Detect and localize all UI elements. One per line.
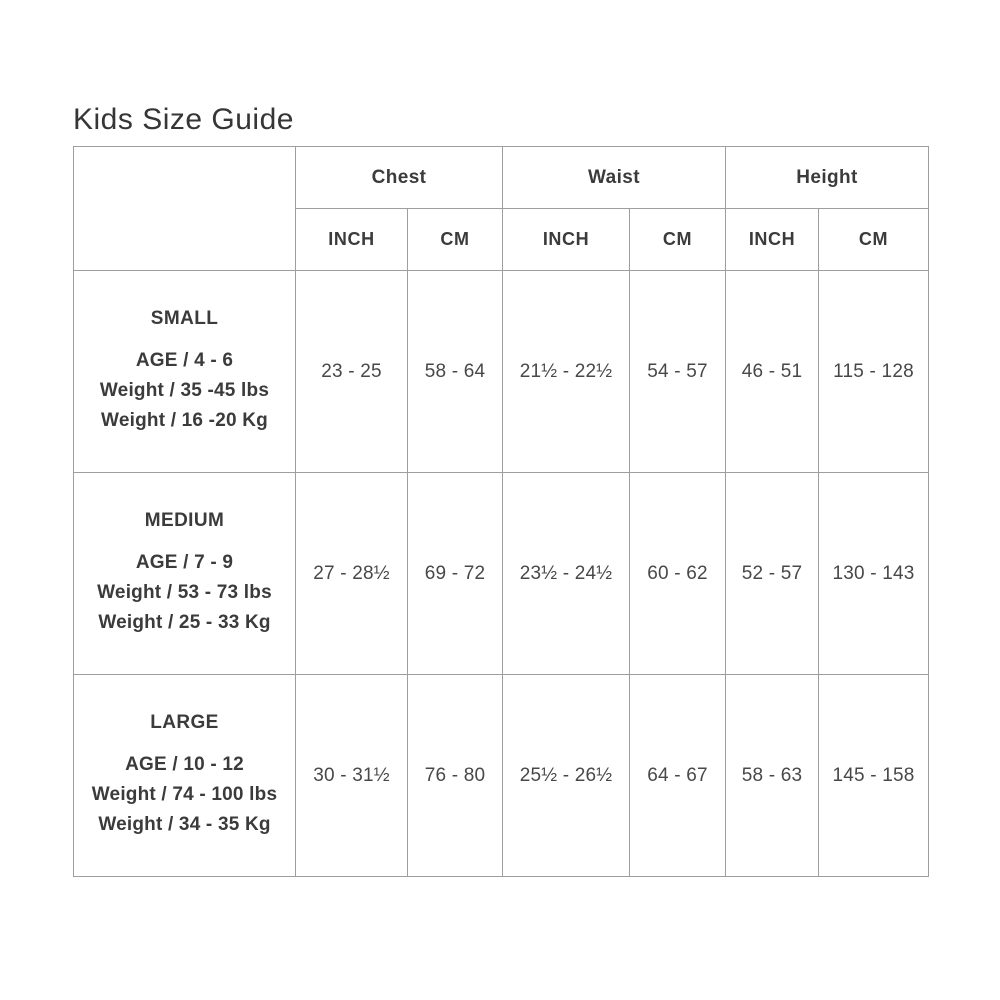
waist-cm-value: 60 - 62 <box>630 473 726 675</box>
waist-cm-header: CM <box>630 209 726 271</box>
chest-cm-value: 69 - 72 <box>408 473 503 675</box>
chest-inch-value: 30 - 31½ <box>296 675 408 877</box>
size-age: AGE / 7 - 9 <box>135 551 234 573</box>
size-age: AGE / 10 - 12 <box>125 753 244 775</box>
size-guide-table <box>73 146 929 877</box>
waist-inch-header: INCH <box>503 209 630 271</box>
height-inch-header: INCH <box>726 209 819 271</box>
column-group-height: Height <box>726 147 929 209</box>
waist-cm-value: 64 - 67 <box>630 675 726 877</box>
height-cm-header: CM <box>819 209 929 271</box>
size-weight-lbs: Weight / 53 - 73 lbs <box>97 581 272 603</box>
chest-inch-header: INCH <box>296 209 408 271</box>
height-cm-value: 145 - 158 <box>819 675 929 877</box>
size-label-cell <box>74 271 296 473</box>
table-row-large <box>74 675 929 877</box>
height-cm-value: 115 - 128 <box>819 271 929 473</box>
waist-cm-value: 54 - 57 <box>630 271 726 473</box>
chest-inch-value: 23 - 25 <box>296 271 408 473</box>
height-inch-value: 52 - 57 <box>726 473 819 675</box>
height-inch-value: 58 - 63 <box>726 675 819 877</box>
waist-inch-value: 21½ - 22½ <box>503 271 630 473</box>
table-row-medium <box>74 473 929 675</box>
size-weight-lbs: Weight / 74 - 100 lbs <box>91 783 278 805</box>
chest-inch-value: 27 - 28½ <box>296 473 408 675</box>
size-name: LARGE <box>150 711 219 733</box>
size-name: SMALL <box>150 307 219 329</box>
column-group-chest: Chest <box>296 147 503 209</box>
page-title: Kids Size Guide <box>73 103 294 136</box>
table-row-small <box>74 271 929 473</box>
waist-inch-value: 23½ - 24½ <box>503 473 630 675</box>
corner-empty-cell <box>74 147 296 271</box>
size-guide-page <box>73 103 928 877</box>
height-inch-value: 46 - 51 <box>726 271 819 473</box>
size-weight-kg: Weight / 34 - 35 Kg <box>98 813 271 835</box>
chest-cm-header: CM <box>408 209 503 271</box>
size-weight-lbs: Weight / 35 -45 lbs <box>99 379 270 401</box>
size-label-cell <box>74 675 296 877</box>
chest-cm-value: 58 - 64 <box>408 271 503 473</box>
waist-inch-value: 25½ - 26½ <box>503 675 630 877</box>
size-name: MEDIUM <box>144 509 225 531</box>
size-weight-kg: Weight / 16 -20 Kg <box>101 409 268 431</box>
chest-cm-value: 76 - 80 <box>408 675 503 877</box>
size-age: AGE / 4 - 6 <box>135 349 234 371</box>
group-header-row <box>74 147 929 209</box>
size-weight-kg: Weight / 25 - 33 Kg <box>98 611 271 633</box>
column-group-waist: Waist <box>503 147 726 209</box>
height-cm-value: 130 - 143 <box>819 473 929 675</box>
size-label-cell <box>74 473 296 675</box>
